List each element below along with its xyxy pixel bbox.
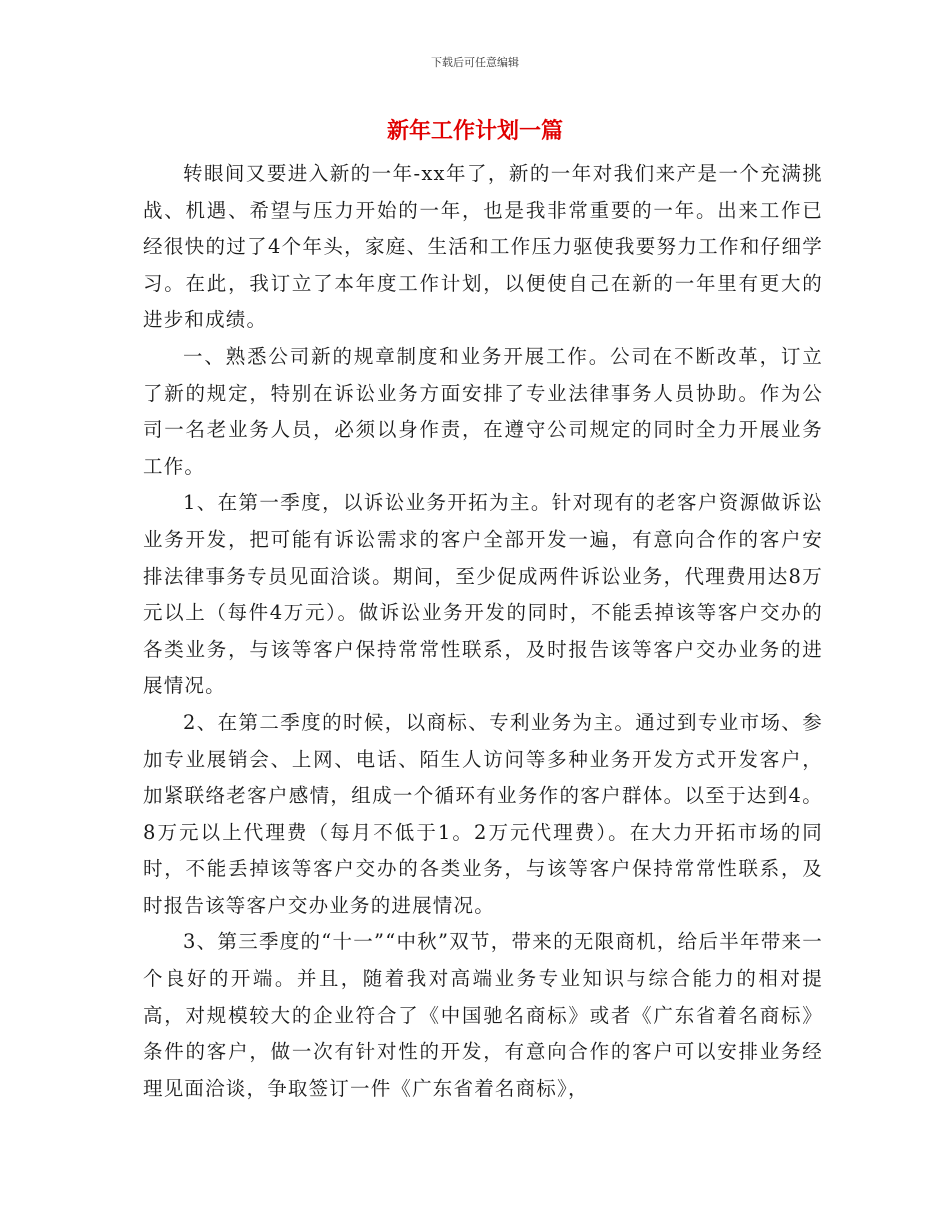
header-note: 下载后可任意编辑 [431,56,519,69]
paragraph-q1: 1、在第一季度，以诉讼业务开拓为主。针对现有的老客户资源做诉讼业务开发，把可能有诉讼需求的客户全部开发一遍，有意向合作的客户安排法律事务专员见面洽谈。期间，至少促成两件诉讼业务，代理费用达8万元以上（每件4万元）。做诉讼业务开发的同时，不能丢掉该等客户交办的各类业务，与该等客户保持常常性联系，及时报告该等客户交办业务的进展情况。 [143,491,823,698]
paragraph-q3: 3、第三季度的“十一”“中秋”双节，带来的无限商机，给后半年带来一个良好的开端。并且，随着我对高端业务专业知识与综合能力的相对提高，对规模较大的企业符合了《中国驰名商标》或者《广东省着名商标》条件的客户，做一次有针对性的开发，有意向合作的客户可以安排业务经理见面洽谈，争取签订一件《广东省着名商标》， [143,930,823,1100]
paragraph-q2: 2、在第二季度的时候，以商标、专利业务为主。通过到专业市场、参加专业展销会、上网、电话、陌生人访问等多种业务开发方式开发客户，加紧联络老客户感情，组成一个循环有业务作的客户群体。以至于达到4。8万元以上代理费（每月不低于1。2万元代理费）。在大力开拓市场的同时，不能丢掉该等客户交办的各类业务，与该等客户保持常常性联系，及时报告该等客户交办业务的进展情况。 [143,710,823,917]
paragraph-intro: 转眼间又要进入新的一年-xx年了，新的一年对我们来产是一个充满挑战、机遇、希望与压力开始的一年，也是我非常重要的一年。出来工作已经很快的过了4个年头，家庭、生活和工作压力驱使我要努力工作和仔细学习。在此，我订立了本年度工作计划，以便使自己在新的一年里有更大的进步和成绩。 [143,162,823,332]
document-body [143,156,823,1107]
paragraph-section-1: 一、熟悉公司新的规章制度和业务开展工作。公司在不断改革，订立了新的规定，特别在诉讼业务方面安排了专业法律事务人员协助。作为公司一名老业务人员，必须以身作责，在遵守公司规定的同时全力开展业务工作。 [143,344,823,478]
document-title: 新年工作计划一篇 [386,119,563,144]
